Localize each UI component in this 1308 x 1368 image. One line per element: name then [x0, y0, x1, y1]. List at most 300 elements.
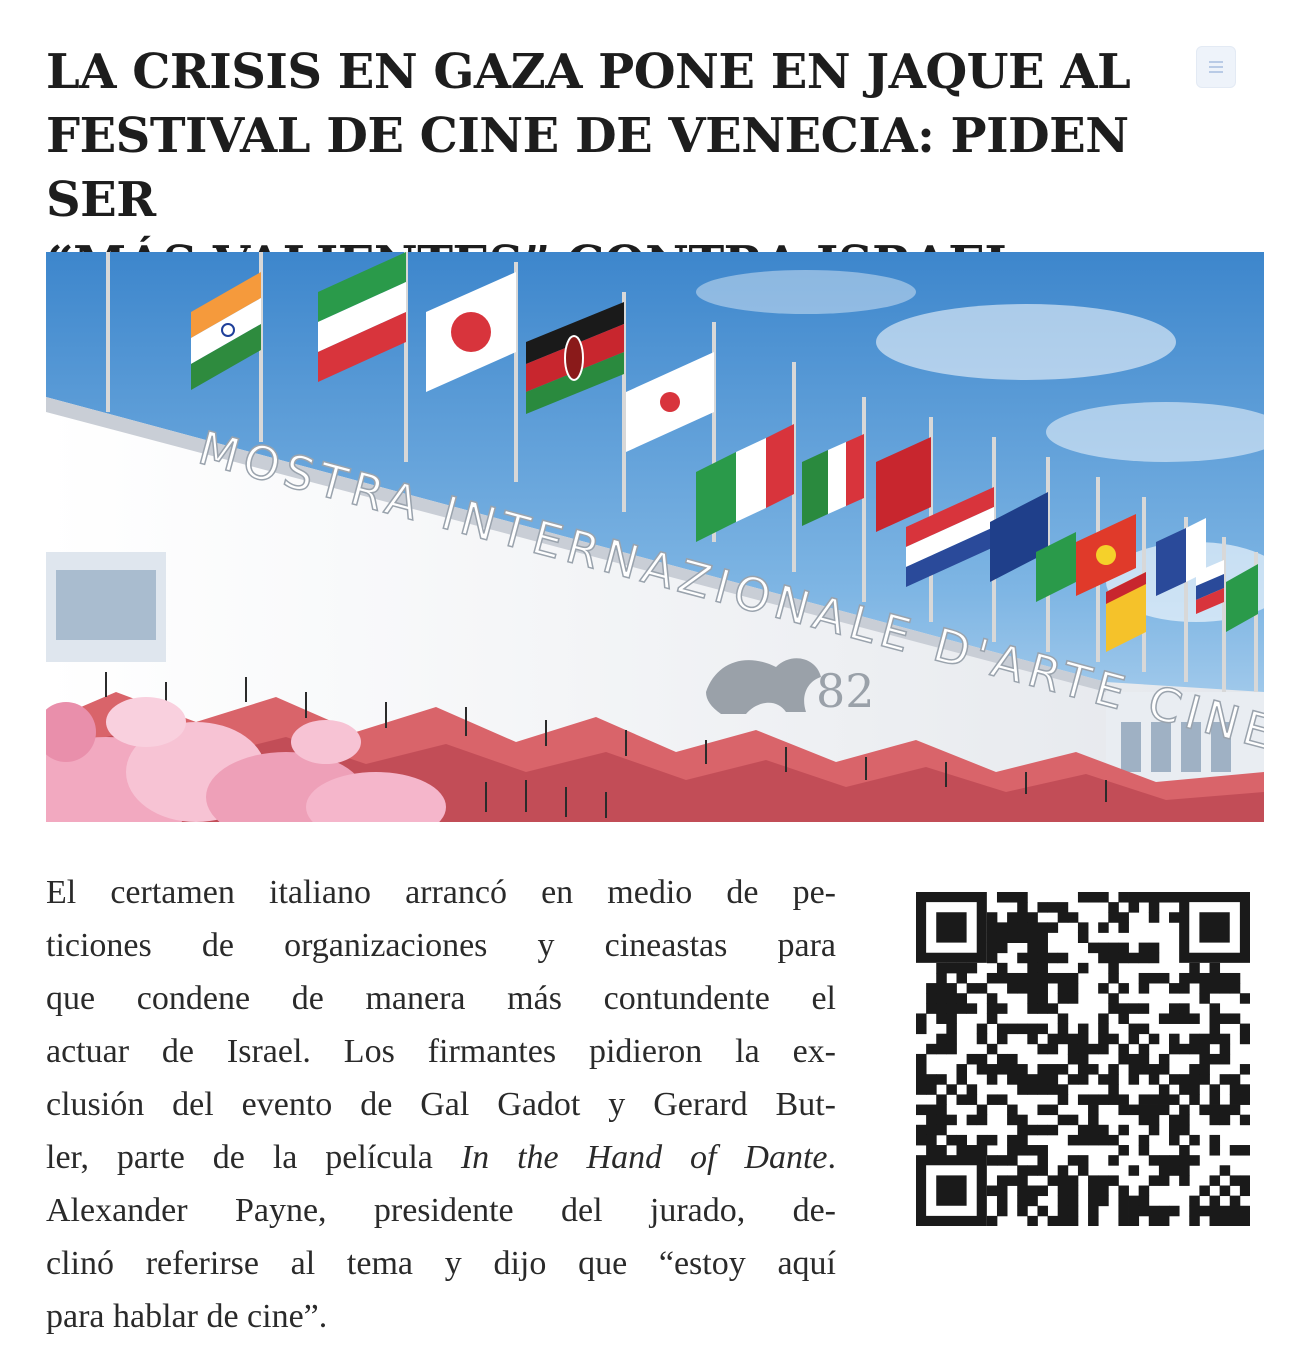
qr-module [1108, 1064, 1119, 1075]
qr-module [1058, 973, 1069, 984]
qr-module [1139, 1115, 1150, 1126]
qr-module [946, 993, 957, 1004]
qr-module [1210, 1034, 1221, 1045]
qr-module [1037, 932, 1048, 943]
qr-module [1129, 892, 1140, 903]
qr-module [1220, 973, 1231, 984]
qr-module [1179, 1003, 1190, 1014]
qr-module [1017, 1125, 1028, 1136]
qr-module [997, 892, 1008, 903]
qr-module [987, 1013, 998, 1024]
qr-module [946, 1024, 957, 1035]
qr-module [1230, 1094, 1241, 1105]
qr-module [1129, 953, 1140, 964]
qr-module [977, 1024, 988, 1035]
qr-code[interactable] [916, 892, 1250, 1226]
qr-module [1078, 1044, 1089, 1055]
qr-module [956, 973, 967, 984]
qr-module [1078, 922, 1089, 933]
qr-module [997, 932, 1008, 943]
menu-icon-bar [1209, 66, 1223, 68]
qr-module [1088, 892, 1099, 903]
qr-module [1088, 1206, 1099, 1217]
qr-module [1078, 1054, 1089, 1065]
qr-module [1159, 1084, 1170, 1095]
qr-module [1189, 1155, 1200, 1166]
qr-module [1007, 1155, 1018, 1166]
qr-module [1118, 1044, 1129, 1055]
qr-module [1179, 1105, 1190, 1116]
qr-module [1118, 1003, 1129, 1014]
qr-module [916, 1084, 927, 1095]
qr-module [1078, 963, 1089, 974]
qr-module [1139, 973, 1150, 984]
qr-module [1027, 983, 1038, 994]
qr-module [1068, 1155, 1079, 1166]
festival-photo-illustration [46, 252, 1264, 822]
qr-module [997, 1094, 1008, 1105]
qr-module [1098, 1013, 1109, 1024]
qr-module [926, 993, 937, 1004]
qr-module [987, 1186, 998, 1197]
qr-module [1037, 1165, 1048, 1176]
qr-module [1118, 912, 1129, 923]
qr-module [997, 963, 1008, 974]
qr-module [1088, 1125, 1099, 1136]
qr-module [1210, 973, 1221, 984]
qr-module [1058, 1094, 1069, 1105]
qr-module [1017, 902, 1028, 913]
qr-module [1108, 993, 1119, 1004]
qr-module [977, 1145, 988, 1156]
qr-module [1088, 1186, 1099, 1197]
qr-module [1210, 1105, 1221, 1116]
qr-module [987, 1044, 998, 1055]
qr-module [1220, 1105, 1231, 1116]
qr-module [1210, 1003, 1221, 1014]
qr-module [916, 1054, 927, 1065]
qr-module [946, 1135, 957, 1146]
qr-module [1179, 973, 1190, 984]
qr-module [977, 983, 988, 994]
qr-module [1129, 1054, 1140, 1065]
qr-module [936, 993, 947, 1004]
qr-module [1007, 1054, 1018, 1065]
qr-module [1027, 1034, 1038, 1045]
qr-module [1139, 1186, 1150, 1197]
qr-module [1027, 1145, 1038, 1156]
qr-module [1027, 922, 1038, 933]
qr-module [1058, 1084, 1069, 1095]
qr-module [1240, 1064, 1250, 1075]
qr-module [1017, 892, 1028, 903]
qr-module [1210, 1206, 1221, 1217]
qr-module [916, 1074, 927, 1085]
qr-module [1210, 1145, 1221, 1156]
qr-module [987, 1135, 998, 1146]
qr-module [1098, 1074, 1109, 1085]
qr-module [1007, 1115, 1018, 1126]
qr-module [916, 1024, 927, 1035]
qr-module [997, 1024, 1008, 1035]
qr-module [1179, 1074, 1190, 1085]
qr-module [1058, 1064, 1069, 1075]
qr-module [1007, 932, 1018, 943]
qr-module [1068, 1175, 1079, 1186]
qr-module [997, 922, 1008, 933]
qr-module [1068, 912, 1079, 923]
qr-module [916, 1105, 927, 1116]
qr-module [1078, 1024, 1089, 1035]
qr-module [1139, 1003, 1150, 1014]
qr-module [977, 1064, 988, 1075]
qr-module [1088, 1175, 1099, 1186]
qr-module [936, 1003, 947, 1014]
qr-module [1149, 902, 1160, 913]
qr-module [1017, 953, 1028, 964]
qr-module [1048, 1034, 1059, 1045]
qr-module [1230, 1216, 1241, 1226]
qr-module [1068, 993, 1079, 1004]
qr-module [946, 1115, 957, 1126]
qr-module [1108, 1135, 1119, 1146]
headline-line: FESTIVAL DE CINE DE VENECIA: PIDEN SER [46, 108, 1129, 228]
qr-module [1189, 1135, 1200, 1146]
qr-module [1139, 1206, 1150, 1217]
qr-module [1017, 922, 1028, 933]
qr-module [916, 1135, 927, 1146]
qr-module [946, 1034, 957, 1045]
qr-module [1088, 1094, 1099, 1105]
qr-module [1007, 1145, 1018, 1156]
qr-module [1129, 902, 1140, 913]
qr-module [956, 1064, 967, 1075]
qr-module [1007, 973, 1018, 984]
qr-module [1169, 1013, 1180, 1024]
qr-module [1159, 1105, 1170, 1116]
qr-module [1048, 973, 1059, 984]
qr-module [987, 1216, 998, 1226]
qr-module [1149, 892, 1160, 903]
qr-module [1017, 1064, 1028, 1075]
qr-module [1230, 973, 1241, 984]
article-line [46, 1131, 836, 1184]
qr-module [1189, 1206, 1200, 1217]
qr-module [1149, 1094, 1160, 1105]
qr-module [1017, 1135, 1028, 1146]
qr-module [967, 1094, 978, 1105]
qr-module [1149, 912, 1160, 923]
article-text: ler, parte de la película [46, 1139, 461, 1176]
qr-module [1210, 1024, 1221, 1035]
qr-module [1220, 1054, 1231, 1065]
qr-module [1149, 1105, 1160, 1116]
qr-module [1078, 1125, 1089, 1136]
qr-module [1159, 1013, 1170, 1024]
qr-module [1037, 1155, 1048, 1166]
qr-module [946, 963, 957, 974]
qr-module [1210, 1094, 1221, 1105]
qr-module [1098, 1044, 1109, 1055]
qr-module [1189, 1064, 1200, 1075]
building-window [56, 570, 156, 640]
qr-module [936, 1034, 947, 1045]
qr-module [1210, 1084, 1221, 1095]
cloud [696, 270, 916, 314]
qr-module [1058, 1034, 1069, 1045]
qr-module [1058, 902, 1069, 913]
qr-module [936, 963, 947, 974]
qr-module [936, 973, 947, 984]
qr-module [1108, 1084, 1119, 1095]
qr-module [1220, 1044, 1231, 1055]
qr-module [1149, 1125, 1160, 1136]
qr-module [1118, 1186, 1129, 1197]
qr-module [1108, 953, 1119, 964]
qr-module [936, 1094, 947, 1105]
qr-module [1220, 1074, 1231, 1085]
qr-module [1230, 1084, 1241, 1095]
qr-module [1027, 993, 1038, 1004]
qr-module [1068, 973, 1079, 984]
qr-module [1048, 1084, 1059, 1095]
qr-module [987, 1094, 998, 1105]
qr-module [1118, 1196, 1129, 1207]
qr-module [946, 1044, 957, 1055]
qr-module [1037, 983, 1048, 994]
qr-module [1169, 1044, 1180, 1055]
qr-module [1078, 1074, 1089, 1085]
qr-module [1139, 983, 1150, 994]
qr-module [1159, 1064, 1170, 1075]
qr-code-graphic [916, 892, 1250, 1226]
qr-module [1230, 1013, 1241, 1024]
qr-module [1210, 1054, 1221, 1065]
qr-module [1108, 912, 1119, 923]
qr-module [1179, 983, 1190, 994]
qr-module [1108, 973, 1119, 984]
qr-module [1108, 1175, 1119, 1186]
qr-module [936, 1125, 947, 1136]
qr-module [926, 983, 937, 994]
qr-module [1118, 953, 1129, 964]
qr-module [936, 1145, 947, 1156]
qr-module [1037, 993, 1048, 1004]
qr-module [1037, 943, 1048, 954]
qr-module [1118, 1206, 1129, 1217]
qr-module [977, 1034, 988, 1045]
qr-module [1017, 1145, 1028, 1156]
qr-module [1108, 1094, 1119, 1105]
qr-module [1098, 1034, 1109, 1045]
qr-module [1149, 1216, 1160, 1226]
qr-module [1129, 1034, 1140, 1045]
qr-module [1179, 1165, 1190, 1176]
qr-module [1169, 1155, 1180, 1166]
qr-module [1017, 932, 1028, 943]
qr-module [916, 1125, 927, 1136]
qr-module [1037, 1105, 1048, 1116]
qr-module [956, 1003, 967, 1014]
qr-module [1149, 1064, 1160, 1075]
qr-module [997, 1206, 1008, 1217]
qr-module [977, 1054, 988, 1065]
qr-module [1078, 1165, 1089, 1176]
qr-module [1199, 983, 1210, 994]
qr-module [936, 1115, 947, 1126]
qr-module [1027, 1003, 1038, 1014]
qr-module [1210, 1196, 1221, 1207]
qr-module [1088, 1105, 1099, 1116]
qr-module [1088, 1044, 1099, 1055]
qr-module [1199, 993, 1210, 1004]
qr-module [1007, 1024, 1018, 1035]
qr-module [1189, 1013, 1200, 1024]
qr-module [1088, 1064, 1099, 1075]
qr-module [1179, 1125, 1190, 1136]
qr-module [1240, 1216, 1250, 1226]
qr-module [1068, 983, 1079, 994]
qr-module [1139, 953, 1150, 964]
qr-module [997, 1003, 1008, 1014]
qr-module [926, 1145, 937, 1156]
qr-module [997, 1034, 1008, 1045]
qr-finder [1199, 912, 1229, 942]
qr-module [1230, 1175, 1241, 1186]
qr-module [1098, 1186, 1109, 1197]
qr-module [1108, 1034, 1119, 1045]
qr-module [987, 1064, 998, 1075]
qr-module [1118, 1145, 1129, 1156]
qr-module [1058, 912, 1069, 923]
qr-module [1169, 983, 1180, 994]
qr-module [1240, 1094, 1250, 1105]
qr-module [1027, 1084, 1038, 1095]
qr-module [987, 973, 998, 984]
qr-module [1048, 902, 1059, 913]
qr-module [997, 1155, 1008, 1166]
qr-module [1240, 1175, 1250, 1186]
qr-module [1037, 922, 1048, 933]
qr-module [946, 1003, 957, 1014]
menu-icon-bar [1209, 71, 1223, 73]
qr-module [1088, 1216, 1099, 1226]
qr-module [1068, 1074, 1079, 1085]
qr-module [1159, 1175, 1170, 1186]
qr-module [1007, 1064, 1018, 1075]
qr-module [1159, 892, 1170, 903]
qr-module [1139, 1196, 1150, 1207]
qr-module [1058, 1024, 1069, 1035]
qr-module [1058, 1206, 1069, 1217]
qr-module [1108, 943, 1119, 954]
qr-module [936, 1013, 947, 1024]
qr-module [1139, 1145, 1150, 1156]
qr-module [1118, 1094, 1129, 1105]
headline-line: LA CRISIS EN GAZA PONE EN JAQUE AL [46, 44, 1131, 100]
lion-logo [706, 658, 875, 718]
qr-module [1078, 1034, 1089, 1045]
qr-module [1159, 1216, 1170, 1226]
qr-module [1210, 1135, 1221, 1146]
qr-module [1027, 1165, 1038, 1176]
qr-module [1139, 1024, 1150, 1035]
qr-module [1179, 1145, 1190, 1156]
qr-module [1199, 1186, 1210, 1197]
qr-module [1159, 1206, 1170, 1217]
qr-module [1199, 1206, 1210, 1217]
qr-module [926, 1115, 937, 1126]
qr-module [1027, 932, 1038, 943]
qr-module [1118, 943, 1129, 954]
qr-module [1037, 1206, 1048, 1217]
qr-module [1210, 1175, 1221, 1186]
qr-module [967, 1003, 978, 1014]
qr-module [1169, 1135, 1180, 1146]
qr-module [1007, 922, 1018, 933]
qr-module [1088, 943, 1099, 954]
qr-module [1027, 912, 1038, 923]
qr-module [1129, 1074, 1140, 1085]
qr-module [1027, 963, 1038, 974]
qr-module [1220, 983, 1231, 994]
qr-module [1210, 983, 1221, 994]
qr-module [1058, 1186, 1069, 1197]
qr-module [1149, 943, 1160, 954]
qr-module [1017, 973, 1028, 984]
qr-module [1240, 1186, 1250, 1197]
qr-module [1240, 1024, 1250, 1035]
qr-module [1129, 1105, 1140, 1116]
qr-module [936, 983, 947, 994]
qr-module [1078, 1135, 1089, 1146]
qr-module [1129, 1206, 1140, 1217]
qr-module [1199, 1054, 1210, 1065]
qr-module [987, 1003, 998, 1014]
qr-module [1048, 1074, 1059, 1085]
building-window [1121, 722, 1141, 772]
qr-module [1058, 1115, 1069, 1126]
qr-module [1108, 963, 1119, 974]
qr-module [1017, 1175, 1028, 1186]
qr-module [1240, 1206, 1250, 1217]
logo-number: 82 [816, 664, 875, 718]
qr-module [1189, 963, 1200, 974]
qr-module [1068, 1115, 1079, 1126]
qr-module [1169, 1115, 1180, 1126]
qr-module [1027, 973, 1038, 984]
qr-module [1220, 1165, 1231, 1176]
film-title: In the Hand of Dante [460, 1139, 828, 1176]
qr-module [967, 983, 978, 994]
qr-module [1027, 953, 1038, 964]
qr-module [1240, 993, 1250, 1004]
qr-module [1129, 1165, 1140, 1176]
qr-module [946, 983, 957, 994]
qr-module [956, 1145, 967, 1156]
qr-module [956, 993, 967, 1004]
qr-module [1048, 1125, 1059, 1136]
qr-module [1139, 892, 1150, 903]
menu-button[interactable] [1196, 46, 1236, 88]
qr-module [1017, 1115, 1028, 1126]
qr-module [956, 1094, 967, 1105]
qr-module [997, 973, 1008, 984]
qr-module [1108, 1155, 1119, 1166]
qr-module [1037, 1125, 1048, 1136]
qr-module [1098, 892, 1109, 903]
qr-module [1048, 1216, 1059, 1226]
